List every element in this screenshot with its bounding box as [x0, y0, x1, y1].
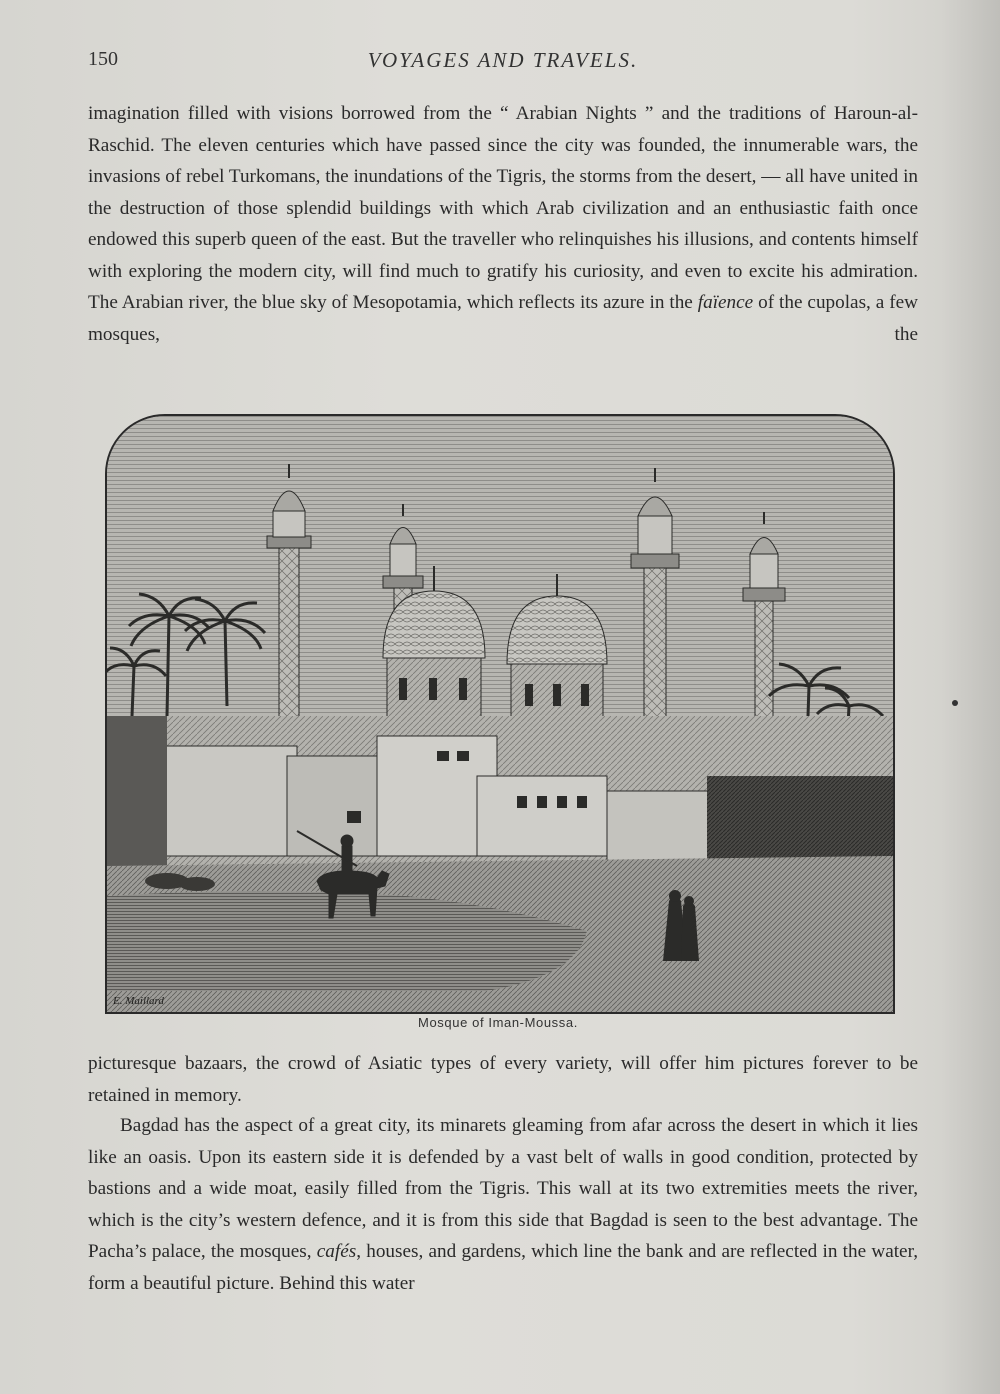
- mosque-engraving: [107, 416, 893, 1012]
- margin-ink-dot: [952, 700, 958, 706]
- paragraph-1-part-b: of the cupolas, a few mosques, the: [88, 292, 919, 345]
- page-header: [88, 48, 918, 78]
- engraving-illustration: [105, 414, 895, 1014]
- paragraph-2: [88, 1048, 918, 1111]
- town-buildings: [107, 716, 893, 866]
- page-number: 150: [88, 48, 118, 70]
- page-spine-shadow: [940, 0, 1000, 1394]
- paragraph-1-text: [88, 98, 918, 350]
- paragraph-3-part-b: , houses, and gardens, which line the bank and are reflected in the water, form a beautiful picture. Behind this water: [88, 1241, 918, 1294]
- running-title: VOYAGES AND TRAVELS.: [367, 48, 639, 72]
- paragraph-3: [88, 1110, 918, 1299]
- paragraph-1-emphasis: faïence: [697, 292, 754, 313]
- engraver-signature: E. Maillard: [113, 995, 164, 1007]
- paragraph-1-part-a: imagination filled with visions borrowed from the “ Arabian Nights ” and the traditions of Haroun-al-Raschid. The eleven centuries which have passed since the city was founded, the innumerable wars, the invasions of rebel Turkomans, the inundations of the Tigris, the storms from the desert, — all have united in the destruction of those splendid buildings with which Arab civilization and an enthusiastic faith once endowed this superb queen of the east. But the traveller who relinquishes his illusions, and contents himself with exploring the modern city, will find much to gratify his curiosity, and even to excite his admiration. The Arabian river, the blue sky of Mesopotamia, which reflects its azure in the: [88, 103, 918, 313]
- paragraph-1: [88, 98, 918, 350]
- figure-caption: Mosque of Iman-Moussa.: [418, 1015, 578, 1030]
- paragraph-3-part-a: Bagdad has the aspect of a great city, its minarets gleaming from afar across the desert in which it lies like an oasis. Upon its eastern side it is defended by a vast belt of walls in good condition, protected by bastions and a wide moat, easily filled from the Tigris. This wall at its two extremities meets the river, which is the city’s western defence, and it is from this side that Bagdad is seen to the best advantage. The Pacha’s palace, the mosques,: [88, 1115, 918, 1262]
- paragraph-3-text: [88, 1110, 918, 1299]
- paragraph-2-text: picturesque bazaars, the crowd of Asiatic types of every variety, will offer him pictures forever to be retained in memory.: [88, 1053, 918, 1106]
- paragraph-3-emphasis: cafés: [316, 1241, 357, 1262]
